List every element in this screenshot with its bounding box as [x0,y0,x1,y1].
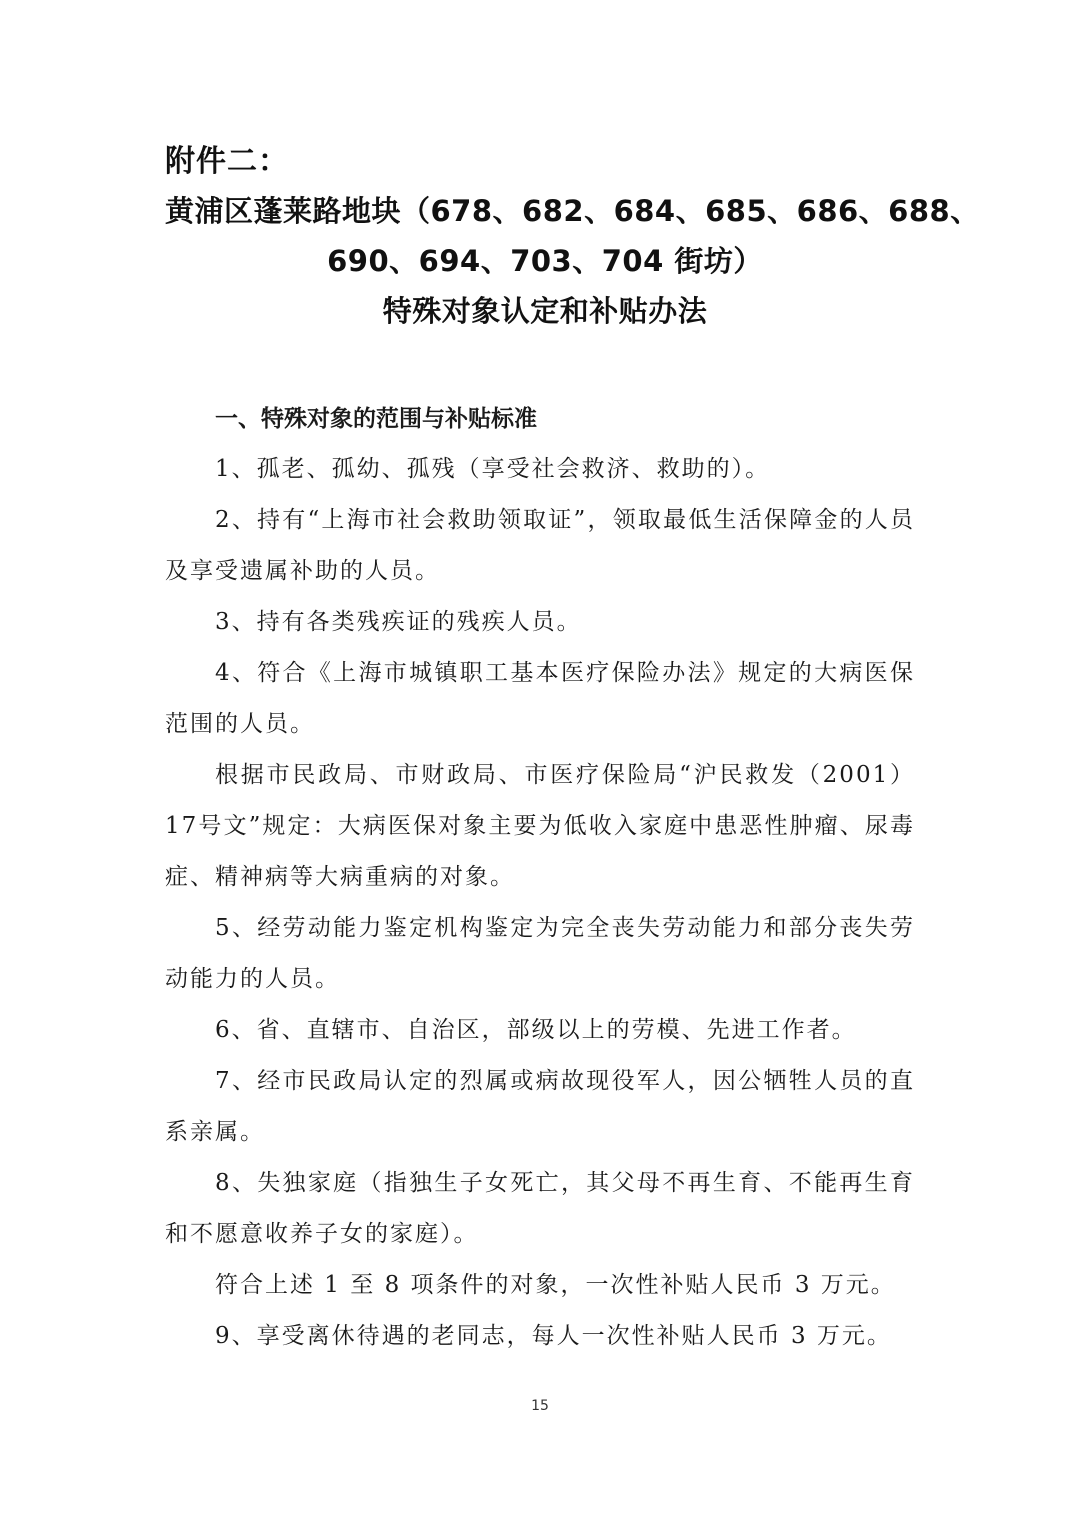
document-body [165,394,915,1362]
paragraph: 1、孤老、孤幼、孤残（享受社会救济、救助的）。 [215,456,771,482]
paragraph: 8、失独家庭（指独生子女死亡，其父母不再生育、不能再生育和不愿意收养子女的家庭）。 [165,1170,915,1247]
paragraph: 2、持有“上海市社会救助领取证”，领取最低生活保障金的人员及享受遗属补助的人员。 [165,507,915,584]
attachment-label: 附件二： [165,144,289,179]
paragraph: 符合上述 1 至 8 项条件的对象，一次性补贴人民币 3 万元。 [215,1272,896,1298]
paragraph: 9、享受离休待遇的老同志，每人一次性补贴人民币 3 万元。 [215,1323,892,1349]
page-number: 15 [531,1398,549,1414]
section-heading: 一、特殊对象的范围与补贴标准 [215,406,537,432]
title-line-3: 特殊对象认定和补贴办法 [382,294,708,328]
paragraph: 6、省、直辖市、自治区，部级以上的劳模、先进工作者。 [215,1017,857,1043]
title-block [165,138,980,336]
paragraph: 5、经劳动能力鉴定机构鉴定为完全丧失劳动能力和部分丧失劳动能力的人员。 [165,915,915,992]
paragraph: 3、持有各类残疾证的残疾人员。 [215,609,582,635]
title-line-1: 黄浦区蓬莱路地块（678、682、684、685、686、688、 [165,194,980,228]
paragraph: 根据市民政局、市财政局、市医疗保险局“沪民救发（2001）17号文”规定：大病医保对象主要为低收入家庭中患恶性肿瘤、尿毒症、精神病等大病重病的对象。 [165,762,915,890]
paragraph: 7、经市民政局认定的烈属或病故现役军人，因公牺牲人员的直系亲属。 [165,1068,915,1145]
title-line-2: 690、694、703、704 街坊） [327,244,763,278]
paragraph: 4、符合《上海市城镇职工基本医疗保险办法》规定的大病医保范围的人员。 [165,660,915,737]
